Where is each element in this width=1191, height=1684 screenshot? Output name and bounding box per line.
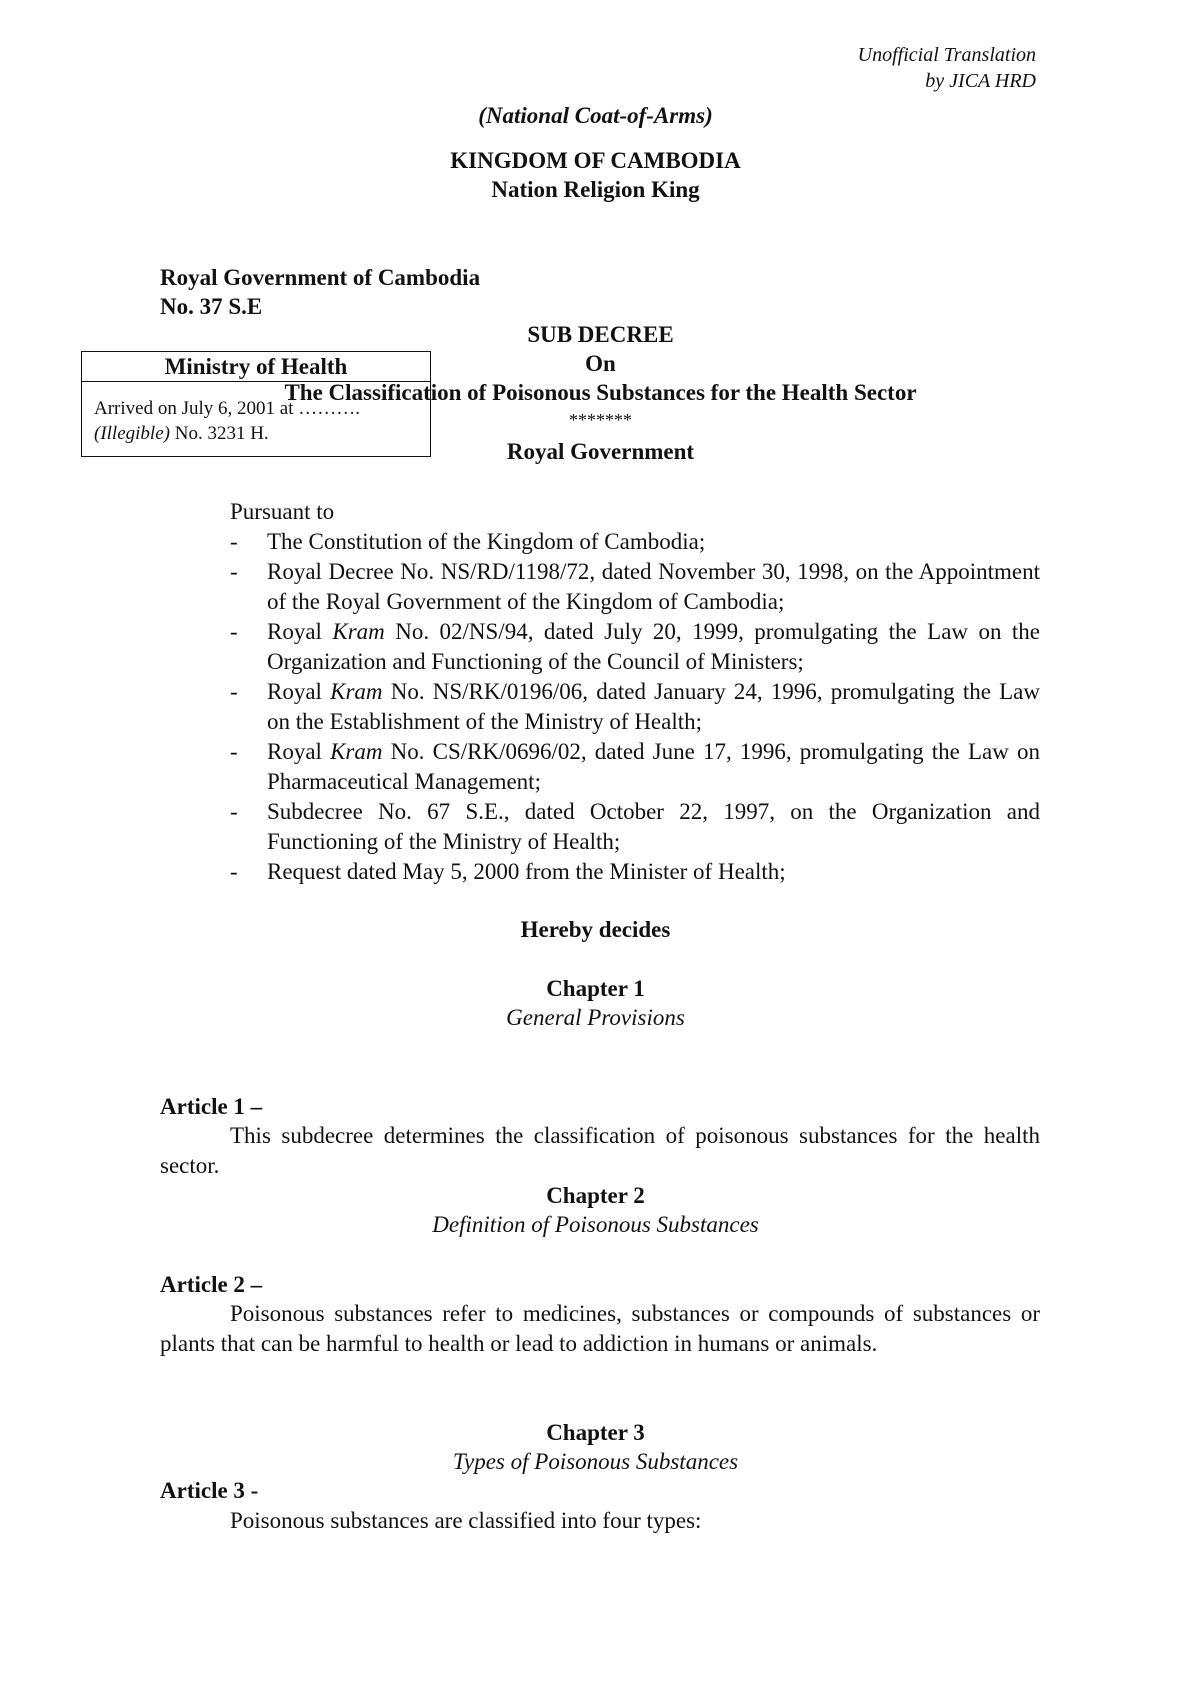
translation-line-1: Unofficial Translation <box>857 44 1036 66</box>
translation-note <box>858 42 1036 94</box>
list-item-text: Royal <box>267 739 331 764</box>
chapter-3-subtitle: Types of Poisonous Substances <box>452 1449 739 1474</box>
list-dash: - <box>230 739 238 764</box>
list-item-text: Royal <box>267 679 331 704</box>
list-dash: - <box>230 799 238 824</box>
issuer-number: No. 37 S.E <box>160 294 263 319</box>
article-3-text: Poisonous substances are classified into four types: <box>230 1508 702 1533</box>
decree-stars: ******* <box>569 410 632 430</box>
list-item-text: Subdecree No. 67 S.E., dated October 22, 1997, on the Organization and Functioning of the Ministry of Health; <box>267 799 1040 854</box>
kram-term: Kram <box>332 619 385 644</box>
coat-of-arms-caption: (National Coat-of-Arms) <box>478 103 713 128</box>
list-item <box>230 797 1040 857</box>
chapter-3-heading: Chapter 3 <box>546 1420 645 1445</box>
decree-title-line-1: SUB DECREE <box>527 322 674 347</box>
chapter-1-heading: Chapter 1 <box>546 976 645 1001</box>
list-dash: - <box>230 619 238 644</box>
stamp-number: No. 3231 H. <box>169 423 269 444</box>
stamp-illegible: (Illegible) <box>94 423 170 444</box>
chapter-2-subtitle: Definition of Poisonous Substances <box>432 1212 759 1237</box>
stamp-title: Ministry of Health <box>82 352 430 382</box>
list-item-text: The Constitution of the Kingdom of Cambodia; <box>267 529 706 554</box>
translation-line-2: by JICA HRD <box>925 70 1036 92</box>
pursuant-intro: Pursuant to <box>230 499 335 524</box>
list-item <box>230 677 1040 737</box>
list-item <box>230 557 1040 617</box>
list-item <box>230 527 1040 557</box>
list-item-text: No. 02/NS/94, dated July 20, 1999, promulgating the Law on the Organization and Functioning of the Council of Ministers; <box>267 619 1040 674</box>
list-item-text: Royal Decree No. NS/RD/1198/72, dated November 30, 1998, on the Appointment of the Royal Government of the Kingdom of Cambodia; <box>267 559 1040 614</box>
list-item <box>230 857 1040 887</box>
list-dash: - <box>230 529 238 554</box>
kram-term: Kram <box>330 679 383 704</box>
kingdom-title: KINGDOM OF CAMBODIA <box>450 148 741 173</box>
list-item-text: Royal <box>267 619 333 644</box>
decree-title-line-2: On <box>585 351 616 376</box>
list-item <box>230 617 1040 677</box>
article-2-heading: Article 2 – <box>160 1272 263 1297</box>
list-dash: - <box>230 859 238 884</box>
kram-term: Kram <box>330 739 383 764</box>
list-item-text: No. NS/RK/0196/06, dated January 24, 1996, promulgating the Law on the Establishment of the Ministry of Health; <box>267 679 1040 734</box>
stamp-arrived-line: Arrived on July 6, 2001 at ………. <box>94 398 360 419</box>
national-motto: Nation Religion King <box>491 177 700 202</box>
list-item-text: Request dated May 5, 2000 from the Minister of Health; <box>267 859 786 884</box>
chapter-2-heading: Chapter 2 <box>546 1183 645 1208</box>
article-2-text: Poisonous substances refer to medicines, substances or compounds of substances or plants that can be harmful to health or lead to addiction in humans or animals. <box>160 1301 1040 1356</box>
pursuant-list <box>230 527 1040 887</box>
decree-title-line-3: The Classification of Poisonous Substances for the Health Sector <box>284 380 917 405</box>
royal-government-heading: Royal Government <box>506 439 695 464</box>
chapter-1-subtitle: General Provisions <box>506 1005 685 1030</box>
list-dash: - <box>230 679 238 704</box>
hereby-decides: Hereby decides <box>520 917 671 942</box>
list-dash: - <box>230 559 238 584</box>
list-item-text: No. CS/RK/0696/02, dated June 17, 1996, promulgating the Law on Pharmaceutical Management; <box>267 739 1040 794</box>
issuer-government: Royal Government of Cambodia <box>160 265 481 290</box>
article-3-heading: Article 3 - <box>160 1478 259 1503</box>
article-1-text: This subdecree determines the classification of poisonous substances for the health sector. <box>160 1123 1040 1178</box>
list-item <box>230 737 1040 797</box>
article-1-heading: Article 1 – <box>160 1094 263 1119</box>
